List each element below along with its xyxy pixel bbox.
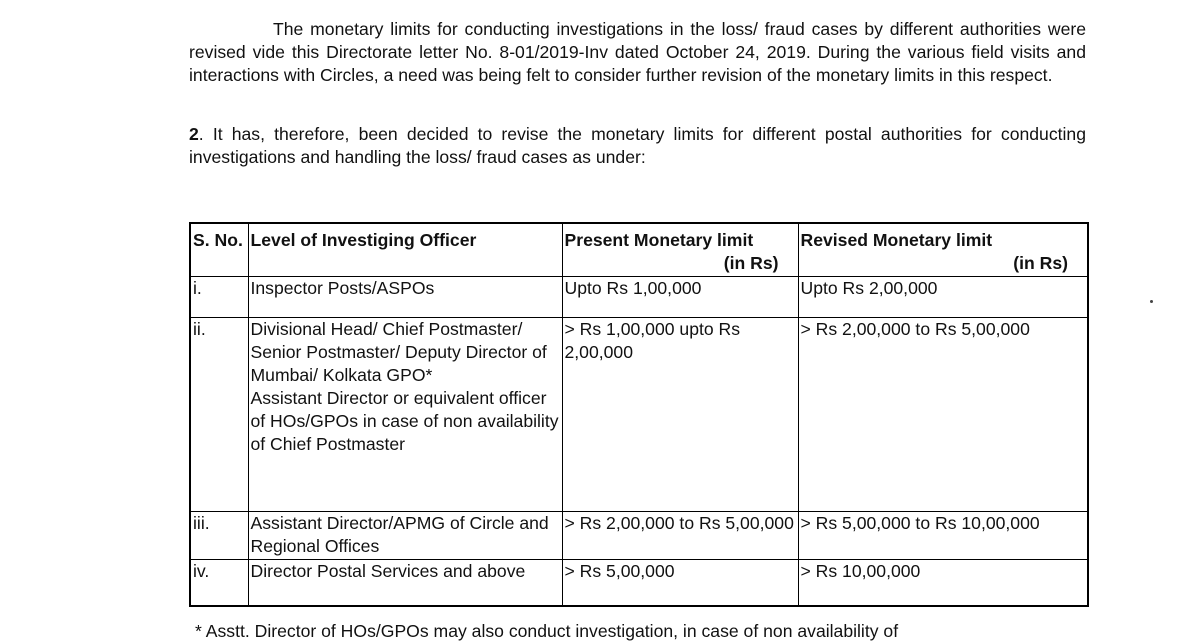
table-row <box>190 512 1088 560</box>
row-present-limit: > Rs 2,00,000 to Rs 5,00,000 <box>562 512 798 560</box>
row-level: Assistant Director/APMG of Circle and Regional Offices <box>248 512 562 560</box>
intro-paragraph: The monetary limits for conducting investigations in the loss/ fraud cases by different authorities were revised vide this Directorate letter No. 8-01/2019-Inv dated October 24, 2019. During the various field visits and interactions with Circles, a need was being felt to consider further revision of the monetary limits in this respect. <box>189 19 1086 85</box>
row-level: Director Postal Services and above <box>248 560 562 607</box>
header-sno: S. No. <box>190 223 248 277</box>
row-sno: iii. <box>190 512 248 560</box>
table-header-row <box>190 223 1088 277</box>
table-row <box>190 560 1088 607</box>
header-revised-unit: (in Rs) <box>1013 253 1068 273</box>
paragraph-number: 2 <box>189 124 199 144</box>
row-level: Inspector Posts/ASPOs <box>248 277 562 318</box>
header-present-limit <box>562 223 798 277</box>
header-revised-main: Revised Monetary limit <box>800 230 993 250</box>
row-level-line: Assistant Director or equivalent officer of HOs/GPOs in case of non availability of Chief Postmaster <box>250 388 559 454</box>
row-present-limit: Upto Rs 1,00,000 <box>562 277 798 318</box>
header-present-unit: (in Rs) <box>723 253 779 273</box>
row-revised-limit: > Rs 10,00,000 <box>798 560 1088 607</box>
monetary-limits-table <box>189 222 1089 607</box>
header-revised-limit <box>798 223 1088 277</box>
row-revised-limit: > Rs 5,00,000 to Rs 10,00,000 <box>798 512 1088 560</box>
row-sno: iv. <box>190 560 248 607</box>
row-present-limit: > Rs 1,00,000 upto Rs 2,00,000 <box>562 318 798 512</box>
document-body <box>189 18 1086 169</box>
footnote: * Asstt. Director of HOs/GPOs may also conduct investigation, in case of non availability of <box>195 621 899 641</box>
header-level: Level of Investiging Officer <box>248 223 562 277</box>
row-level-line: Divisional Head/ Chief Postmaster/ Senior Postmaster/ Deputy Director of Mumbai/ Kolkata GPO* <box>250 319 547 385</box>
table-row <box>190 318 1088 512</box>
table-row <box>190 277 1088 318</box>
row-revised-limit: Upto Rs 2,00,000 <box>798 277 1088 318</box>
decision-paragraph-text: . It has, therefore, been decided to revise the monetary limits for different postal authorities for conducting investigations and handling the loss/ fraud cases as under: <box>189 124 1086 167</box>
row-sno: i. <box>190 277 248 318</box>
row-level <box>248 318 562 512</box>
row-present-limit: > Rs 5,00,000 <box>562 560 798 607</box>
row-revised-limit: > Rs 2,00,000 to Rs 5,00,000 <box>798 318 1088 512</box>
decision-paragraph <box>189 123 1086 169</box>
scan-speck <box>1150 300 1153 303</box>
header-present-main: Present Monetary limit <box>564 230 754 250</box>
row-sno: ii. <box>190 318 248 512</box>
